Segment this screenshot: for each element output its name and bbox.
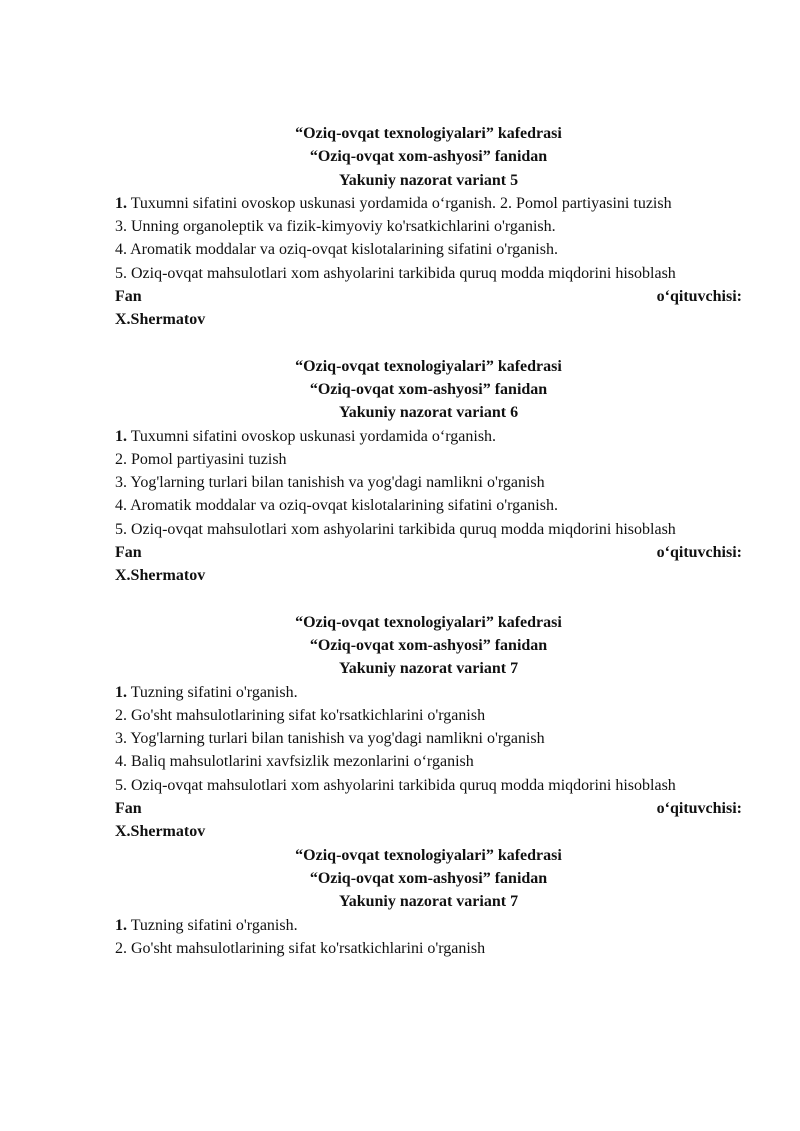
item-text: Tuzning sifatini o'rganish. xyxy=(127,683,298,701)
variant-title: Yakuniy nazorat variant 7 xyxy=(338,660,519,678)
signature-right: o‘qituvchisi: xyxy=(656,544,742,562)
item-text: 3. Yog'larning turlari bilan tanishish va yog'dagi namlikni o'rganish xyxy=(115,474,545,492)
item-text: Tuxumni sifatini ovoskop uskunasi yordamida o‘rganish. 2. Pomol partiyasini tuzish xyxy=(127,194,672,212)
list-item xyxy=(115,262,742,285)
item-text: 5. Oziq-ovqat mahsulotlari xom ashyolarini tarkibida quruq modda miqdorini hisoblash xyxy=(115,776,676,794)
signature-right: o‘qituvchisi: xyxy=(656,800,742,818)
item-text: Tuzning sifatini o'rganish. xyxy=(127,916,298,934)
list-item xyxy=(115,494,742,517)
item-text: 4. Aromatik moddalar va oziq-ovqat kislotalarining sifatini o'rganish. xyxy=(115,241,558,259)
teacher-name: X.Shermatov xyxy=(115,311,206,329)
department-title: “Oziq-ovqat texnologiyalari” kafedrasi xyxy=(295,125,562,142)
variant-title: Yakuniy nazorat variant 7 xyxy=(338,893,519,911)
variant-block-7-repeat xyxy=(115,844,742,960)
variant-title: Yakuniy nazorat variant 6 xyxy=(338,404,519,422)
variant-block-5 xyxy=(115,122,742,332)
item-number: 1. xyxy=(115,427,127,445)
signature-line xyxy=(115,285,742,308)
subject-title: “Oziq-ovqat xom-ashyosi” fanidan xyxy=(309,148,548,166)
variant-title: Yakuniy nazorat variant 5 xyxy=(338,171,519,189)
item-number: 1. xyxy=(115,194,127,212)
department-title: “Oziq-ovqat texnologiyalari” kafedrasi xyxy=(295,846,562,864)
department-title: “Oziq-ovqat texnologiyalari” kafedrasi xyxy=(295,357,562,375)
signature-right: o‘qituvchisi: xyxy=(656,288,742,306)
list-item xyxy=(115,774,742,797)
item-text: 4. Aromatik moddalar va oziq-ovqat kislotalarining sifatini o'rganish. xyxy=(115,497,558,515)
signature-left: Fan xyxy=(115,544,142,562)
document-content xyxy=(115,122,742,960)
item-text: 2. Go'sht mahsulotlarining sifat ko'rsatkichlarini o'rganish xyxy=(115,939,486,957)
item-number: 1. xyxy=(115,916,127,934)
list-item xyxy=(115,681,742,704)
subject-title: “Oziq-ovqat xom-ashyosi” fanidan xyxy=(309,636,548,654)
list-item xyxy=(115,914,742,937)
department-title: “Oziq-ovqat texnologiyalari” kafedrasi xyxy=(295,613,562,631)
item-text: 2. Go'sht mahsulotlarining sifat ko'rsatkichlarini o'rganish xyxy=(115,706,486,724)
teacher-name: X.Shermatov xyxy=(115,823,206,841)
item-text: 5. Oziq-ovqat mahsulotlari xom ashyolarini tarkibida quruq modda miqdorini hisoblash xyxy=(115,520,676,538)
list-item xyxy=(115,448,742,471)
item-text: Tuxumni sifatini ovoskop uskunasi yordamida o‘rganish. xyxy=(127,427,497,445)
signature-line xyxy=(115,541,742,564)
item-text: 3. Unning organoleptik va fizik-kimyoviy ko'rsatkichlarini o'rganish. xyxy=(115,218,556,236)
list-item xyxy=(115,727,742,750)
variant-block-7 xyxy=(115,611,742,844)
list-item xyxy=(115,238,742,261)
signature-line xyxy=(115,797,742,820)
subject-title: “Oziq-ovqat xom-ashyosi” fanidan xyxy=(309,869,548,887)
list-item xyxy=(115,215,742,238)
item-number: 1. xyxy=(115,683,127,701)
list-item xyxy=(115,471,742,494)
item-text: 2. Pomol partiyasini tuzish xyxy=(115,450,287,468)
teacher-name: X.Shermatov xyxy=(115,567,206,585)
subject-title: “Oziq-ovqat xom-ashyosi” fanidan xyxy=(309,380,548,398)
variant-block-6 xyxy=(115,355,742,588)
signature-left: Fan xyxy=(115,288,142,306)
list-item xyxy=(115,192,742,215)
item-text: 5. Oziq-ovqat mahsulotlari xom ashyolarini tarkibida quruq modda miqdorini hisoblash xyxy=(115,264,676,282)
list-item xyxy=(115,750,742,773)
list-item xyxy=(115,937,742,960)
list-item xyxy=(115,704,742,727)
item-text: 4. Baliq mahsulotlarini xavfsizlik mezonlarini o‘rganish xyxy=(115,753,474,771)
signature-left: Fan xyxy=(115,800,142,818)
list-item xyxy=(115,518,742,541)
list-item xyxy=(115,425,742,448)
item-text: 3. Yog'larning turlari bilan tanishish va yog'dagi namlikni o'rganish xyxy=(115,730,545,748)
